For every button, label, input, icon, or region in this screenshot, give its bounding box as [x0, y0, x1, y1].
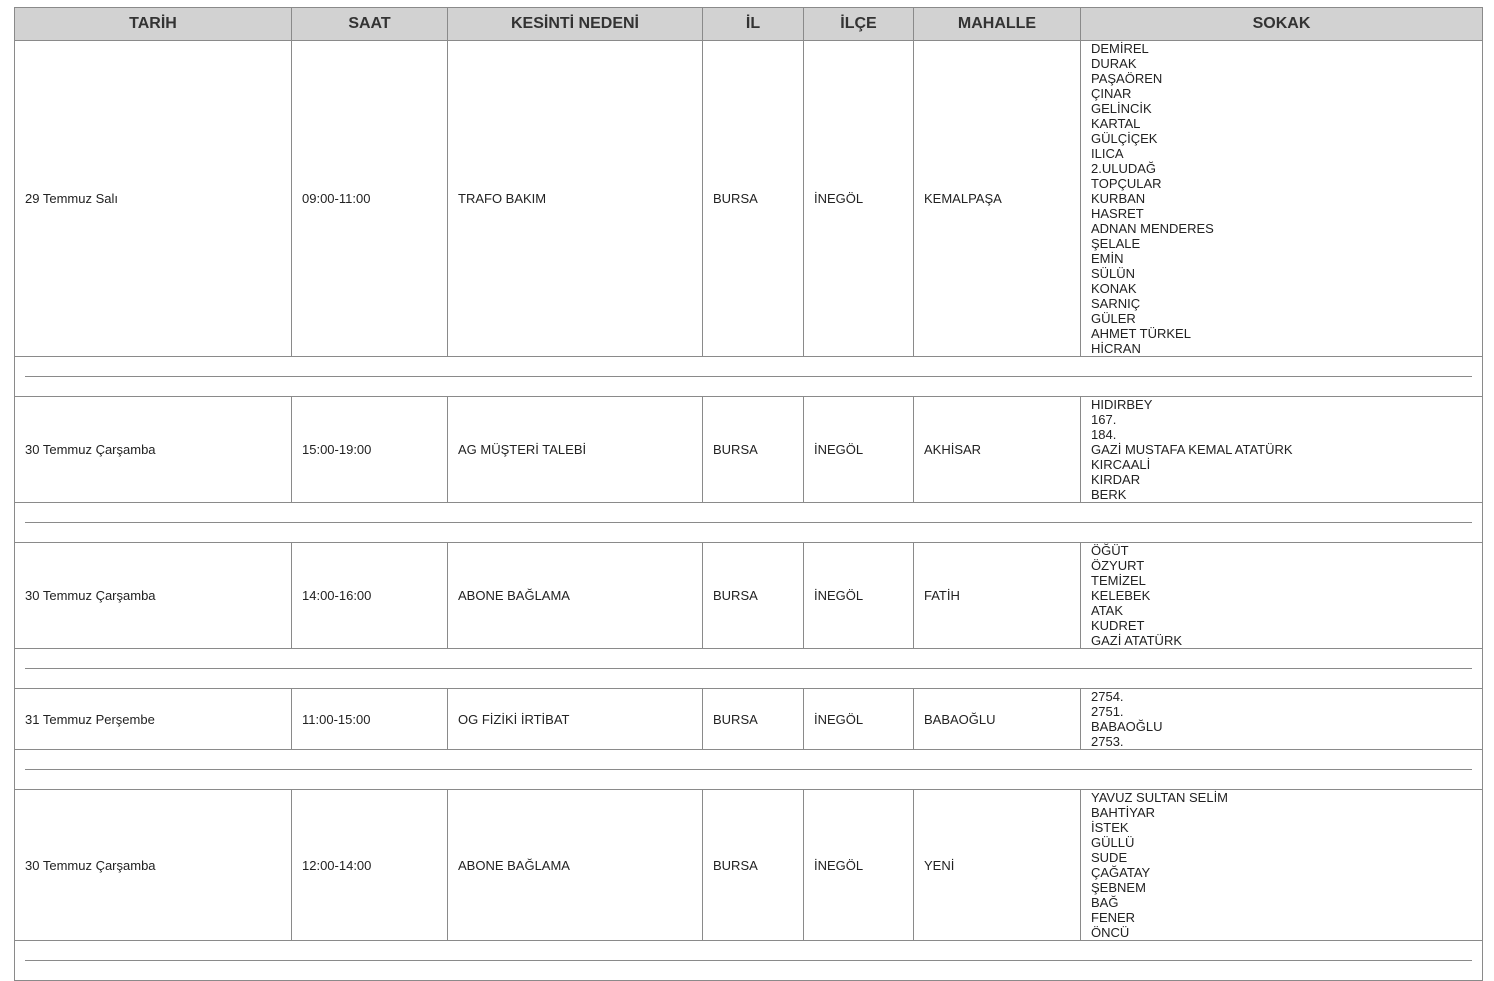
- street-name: GÜLÇİÇEK: [1091, 131, 1158, 146]
- cell-ilce: İNEGÖL: [804, 689, 914, 750]
- column-header-il: İL: [703, 8, 804, 41]
- divider: [25, 668, 1472, 669]
- street-name: HIDIRBEY: [1091, 397, 1153, 412]
- cell-sokak: [1081, 41, 1483, 357]
- divider: [25, 522, 1472, 523]
- separator-cell: [15, 941, 1483, 981]
- street-name: 184.: [1091, 427, 1117, 442]
- table-row: [15, 790, 1483, 941]
- street-name: KURBAN: [1091, 191, 1146, 206]
- cell-kesinti-nedeni: TRAFO BAKIM: [448, 41, 703, 357]
- cell-il: BURSA: [703, 790, 804, 941]
- cell-ilce: İNEGÖL: [804, 397, 914, 503]
- street-name: DURAK: [1091, 56, 1137, 71]
- table-header: [15, 8, 1483, 41]
- street-name: KONAK: [1091, 281, 1137, 296]
- street-name: BERK: [1091, 487, 1127, 502]
- divider: [25, 960, 1472, 961]
- cell-mahalle: KEMALPAŞA: [914, 41, 1081, 357]
- cell-tarih: 30 Temmuz Çarşamba: [15, 790, 292, 941]
- table-body: [15, 41, 1483, 981]
- cell-kesinti-nedeni: AG MÜŞTERİ TALEBİ: [448, 397, 703, 503]
- cell-saat: 11:00-15:00: [292, 689, 448, 750]
- cell-sokak: [1081, 790, 1483, 941]
- separator-row: [15, 649, 1483, 689]
- cell-kesinti-nedeni: ABONE BAĞLAMA: [448, 543, 703, 649]
- table-row: [15, 41, 1483, 357]
- cell-sokak: [1081, 689, 1483, 750]
- separator-row: [15, 357, 1483, 397]
- street-name: GAZİ MUSTAFA KEMAL ATATÜRK: [1091, 442, 1293, 457]
- street-name: TEMİZEL: [1091, 573, 1146, 588]
- street-name: KARTAL: [1091, 116, 1141, 131]
- cell-ilce: İNEGÖL: [804, 41, 914, 357]
- cell-saat: 14:00-16:00: [292, 543, 448, 649]
- street-name: GÜLER: [1091, 311, 1136, 326]
- street-name: ILICA: [1091, 146, 1124, 161]
- street-name: KIRDAR: [1091, 472, 1141, 487]
- street-name: KIRCAALİ: [1091, 457, 1151, 472]
- separator-row: [15, 750, 1483, 790]
- street-name: HİCRAN: [1091, 341, 1141, 356]
- street-name: SUDE: [1091, 850, 1128, 865]
- street-name: 2751.: [1091, 704, 1124, 719]
- street-name: BAHTİYAR: [1091, 805, 1156, 820]
- street-name: İSTEK: [1091, 820, 1129, 835]
- table-row: [15, 543, 1483, 649]
- cell-mahalle: YENİ: [914, 790, 1081, 941]
- street-name: 2754.: [1091, 689, 1124, 704]
- street-name: KELEBEK: [1091, 588, 1151, 603]
- street-name: PAŞAÖREN: [1091, 71, 1163, 86]
- street-name: 2753.: [1091, 734, 1124, 749]
- street-name: FENER: [1091, 910, 1136, 925]
- street-name: GÜLLÜ: [1091, 835, 1135, 850]
- street-name: ATAK: [1091, 603, 1124, 618]
- column-header-ilce: İLÇE: [804, 8, 914, 41]
- separator-row: [15, 941, 1483, 981]
- column-header-saat: SAAT: [292, 8, 448, 41]
- cell-il: BURSA: [703, 543, 804, 649]
- cell-il: BURSA: [703, 41, 804, 357]
- street-name: SARNIÇ: [1091, 296, 1141, 311]
- column-header-tarih: TARİH: [15, 8, 292, 41]
- street-name: SÜLÜN: [1091, 266, 1136, 281]
- separator-row: [15, 503, 1483, 543]
- cell-kesinti-nedeni: OG FİZİKİ İRTİBAT: [448, 689, 703, 750]
- street-name: HASRET: [1091, 206, 1144, 221]
- cell-kesinti-nedeni: ABONE BAĞLAMA: [448, 790, 703, 941]
- table-row: [15, 397, 1483, 503]
- cell-saat: 09:00-11:00: [292, 41, 448, 357]
- separator-cell: [15, 357, 1483, 397]
- street-name: ÖNCÜ: [1091, 925, 1130, 940]
- cell-mahalle: FATİH: [914, 543, 1081, 649]
- street-name: GELİNCİK: [1091, 101, 1152, 116]
- street-name: TOPÇULAR: [1091, 176, 1162, 191]
- cell-il: BURSA: [703, 397, 804, 503]
- cell-ilce: İNEGÖL: [804, 790, 914, 941]
- street-name: ÖĞÜT: [1091, 543, 1129, 558]
- cell-tarih: 31 Temmuz Perşembe: [15, 689, 292, 750]
- column-header-sokak: SOKAK: [1081, 8, 1483, 41]
- street-name: ÇAĞATAY: [1091, 865, 1151, 880]
- street-name: KUDRET: [1091, 618, 1145, 633]
- cell-saat: 12:00-14:00: [292, 790, 448, 941]
- street-name: ÖZYURT: [1091, 558, 1145, 573]
- column-header-mahalle: MAHALLE: [914, 8, 1081, 41]
- cell-mahalle: BABAOĞLU: [914, 689, 1081, 750]
- street-name: ŞELALE: [1091, 236, 1141, 251]
- street-name: EMİN: [1091, 251, 1124, 266]
- street-name: BABAOĞLU: [1091, 719, 1163, 734]
- table-row: [15, 689, 1483, 750]
- street-name: ÇINAR: [1091, 86, 1132, 101]
- cell-saat: 15:00-19:00: [292, 397, 448, 503]
- street-name: GAZİ ATATÜRK: [1091, 633, 1183, 648]
- cell-tarih: 30 Temmuz Çarşamba: [15, 397, 292, 503]
- street-name: YAVUZ SULTAN SELİM: [1091, 790, 1229, 805]
- cell-sokak: [1081, 543, 1483, 649]
- cell-ilce: İNEGÖL: [804, 543, 914, 649]
- street-name: 2.ULUDAĞ: [1091, 161, 1157, 176]
- header-row: [15, 8, 1483, 41]
- street-name: 167.: [1091, 412, 1117, 427]
- cell-tarih: 30 Temmuz Çarşamba: [15, 543, 292, 649]
- separator-cell: [15, 503, 1483, 543]
- street-name: DEMİREL: [1091, 41, 1149, 56]
- divider: [25, 376, 1472, 377]
- divider: [25, 769, 1472, 770]
- column-header-kesinti-nedeni: KESİNTİ NEDENİ: [448, 8, 703, 41]
- street-name: ADNAN MENDERES: [1091, 221, 1214, 236]
- separator-cell: [15, 750, 1483, 790]
- cell-sokak: [1081, 397, 1483, 503]
- separator-cell: [15, 649, 1483, 689]
- outage-table: [14, 7, 1483, 981]
- street-name: ŞEBNEM: [1091, 880, 1146, 895]
- street-name: AHMET TÜRKEL: [1091, 326, 1191, 341]
- cell-mahalle: AKHİSAR: [914, 397, 1081, 503]
- cell-il: BURSA: [703, 689, 804, 750]
- cell-tarih: 29 Temmuz Salı: [15, 41, 292, 357]
- street-name: BAĞ: [1091, 895, 1119, 910]
